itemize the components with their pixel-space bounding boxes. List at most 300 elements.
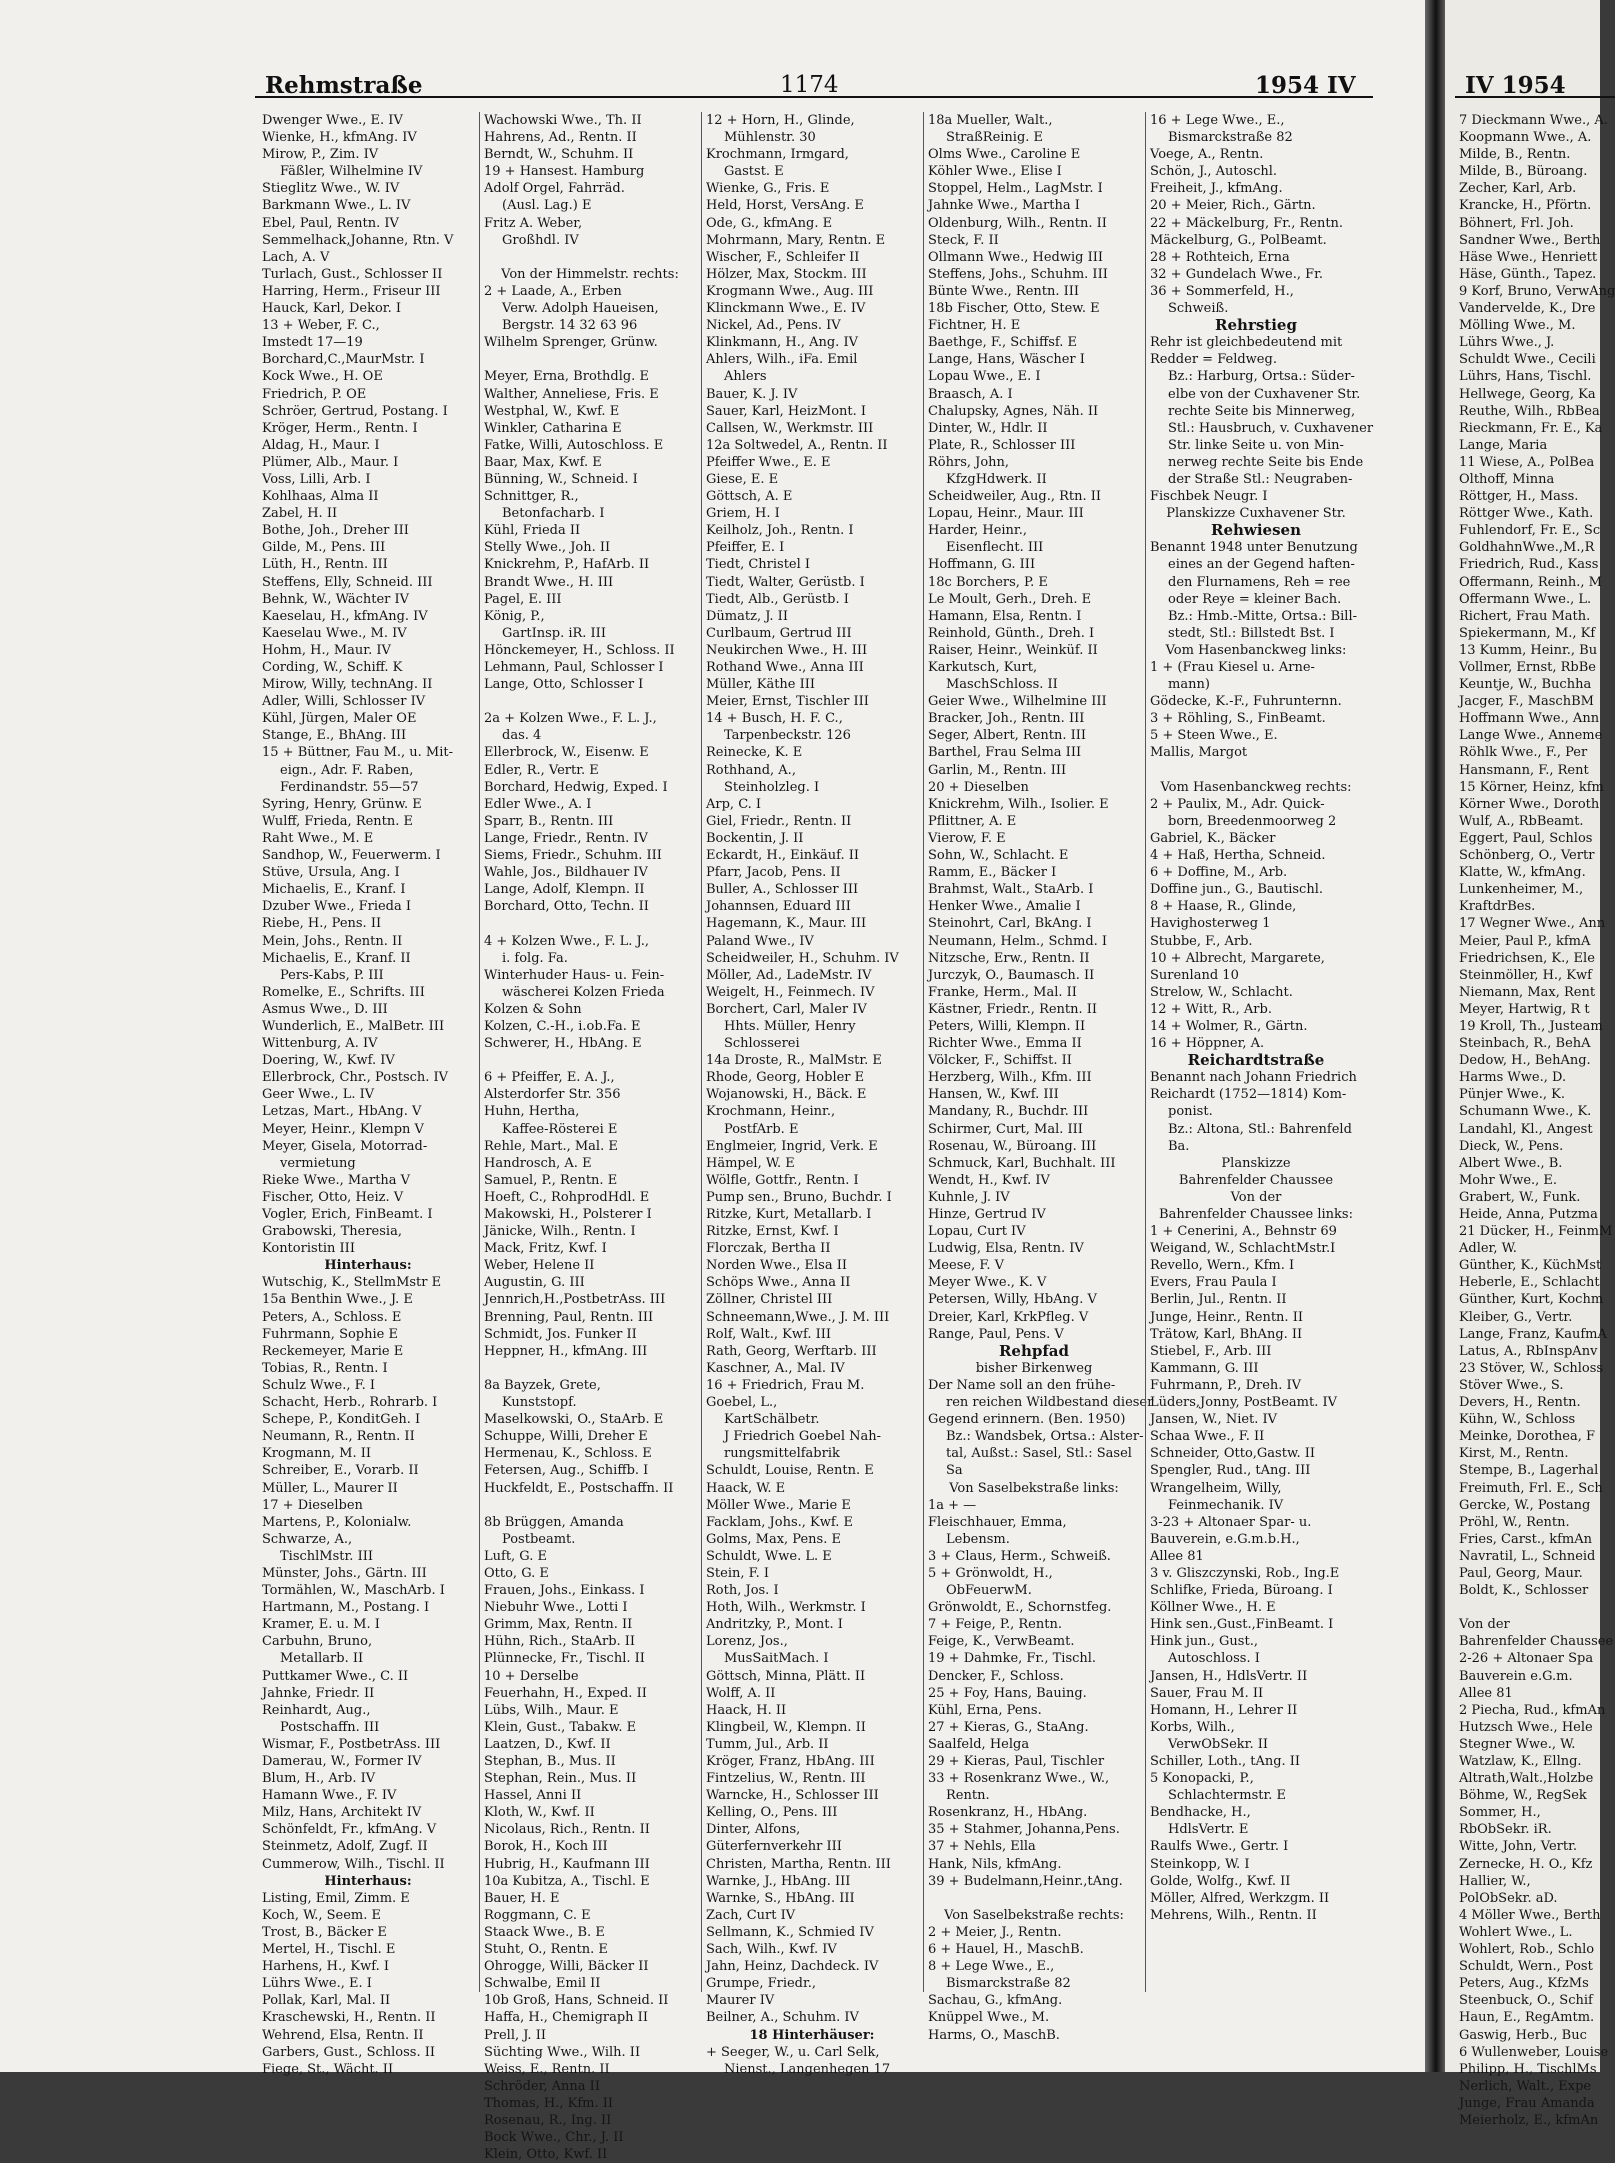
- directory-entry: Grimm, Max, Rentn. II: [484, 1617, 633, 1633]
- directory-entry: Meese, F. V: [928, 1258, 1004, 1274]
- facing-page-entry: Junge, Frau Amanda: [1459, 2095, 1595, 2111]
- directory-entry: Lach, A. V: [262, 249, 330, 265]
- facing-page-entry: Devers, H., Rentn.: [1459, 1395, 1581, 1411]
- directory-entry: 10 + Albrecht, Margarete,: [1150, 950, 1325, 966]
- directory-entry: Schepe, P., KonditGeh. I: [262, 1412, 421, 1428]
- directory-entry: Hermenau, K., Schloss. E: [484, 1446, 652, 1462]
- directory-entry: Kelling, O., Pens. III: [706, 1805, 838, 1821]
- directory-entry: Benannt nach Johann Friedrich: [1150, 1070, 1357, 1086]
- facing-page-entry: Dieck, W., Pens.: [1459, 1138, 1564, 1154]
- facing-page-entry: Schumann Wwe., K.: [1459, 1104, 1592, 1120]
- directory-entry: Roggmann, C. E: [484, 1907, 591, 1923]
- facing-page-entry: PolObSekr. aD.: [1459, 1890, 1558, 1906]
- directory-entry: Asmus Wwe., D. III: [262, 1001, 388, 1017]
- directory-entry: Surenland 10: [1150, 967, 1239, 983]
- directory-entry: König, P.,: [484, 608, 545, 624]
- directory-column-4: [928, 112, 1154, 2044]
- directory-entry: Rothhand, A.,: [706, 762, 796, 778]
- directory-entry: Thomas, H., Kfm. II: [484, 2095, 614, 2111]
- directory-entry: eines an der Gegend haften-: [1168, 557, 1355, 573]
- directory-entry: Feinmechanik. IV: [1168, 1497, 1284, 1513]
- directory-entry: Röhrs, John,: [928, 454, 1010, 470]
- directory-entry: Michaelis, E., Kranf. II: [262, 950, 411, 966]
- directory-entry: Klein, Gust., Tabakw. E: [484, 1719, 637, 1735]
- directory-entry: Le Moult, Gerh., Dreh. E: [928, 591, 1092, 607]
- facing-page-entry: Hoffmann Wwe., Ann: [1459, 711, 1600, 727]
- directory-entry: TischlMstr. III: [280, 1548, 373, 1564]
- directory-entry: Rhode, Georg, Hobler E: [706, 1070, 865, 1086]
- directory-entry: Tarpenbeckstr. 126: [724, 728, 851, 744]
- directory-entry: Steinohrt, Carl, BkAng. I: [928, 916, 1092, 932]
- directory-entry: 18c Borchers, P. E: [928, 574, 1048, 590]
- directory-entry: Schuldt, Louise, Rentn. E: [706, 1463, 874, 1479]
- directory-entry: Möller, Ad., LadeMstr. IV: [706, 967, 872, 983]
- facing-page-entry: Lange, Maria: [1459, 437, 1548, 453]
- directory-entry: Rehr ist gleichbedeutend mit: [1150, 335, 1343, 351]
- directory-entry: Westphal, W., Kwf. E: [484, 403, 620, 419]
- directory-entry: Wienke, H., kfmAng. IV: [262, 130, 417, 146]
- directory-entry: 16 + Höppner, A.: [1150, 1036, 1265, 1052]
- directory-entry: Homann, H., Lehrer II: [1150, 1702, 1298, 1718]
- directory-entry: Syring, Henry, Grünw. E: [262, 796, 422, 812]
- directory-entry: 1 + Cenerini, A., Behnstr 69: [1150, 1224, 1337, 1240]
- facing-page-entry: 19 Kroll, Th., Justeam: [1459, 1018, 1603, 1034]
- directory-entry: Bz.: Wandsbek, Ortsa.: Alster-: [946, 1429, 1144, 1445]
- directory-entry: Der Name soll an den frühe-: [928, 1377, 1116, 1393]
- directory-entry: 18a Mueller, Walt.,: [928, 113, 1053, 128]
- directory-entry: Rolf, Walt., Kwf. III: [706, 1326, 832, 1342]
- facing-page-entry: Rieckmann, Fr. E., Ka: [1459, 420, 1603, 436]
- directory-entry: Möller Wwe., Marie E: [706, 1497, 851, 1513]
- directory-entry: Fritz A. Weber,: [484, 215, 583, 231]
- directory-entry: Henker Wwe., Amalie I: [928, 899, 1081, 915]
- directory-entry: Schneemann,Wwe., J. M. III: [706, 1309, 890, 1325]
- directory-entry: Müller, Käthe III: [706, 677, 816, 693]
- directory-entry: Milz, Hans, Architekt IV: [262, 1805, 422, 1821]
- directory-entry: Str. linke Seite u. von Min-: [1168, 437, 1344, 453]
- directory-entry: Wachowski Wwe., Th. II: [484, 113, 642, 128]
- directory-entry: Sauer, Frau M. II: [1150, 1685, 1264, 1701]
- directory-entry: Vierow, F. E: [928, 830, 1006, 846]
- directory-entry: 18 Hinterhäuser:: [749, 2027, 875, 2043]
- directory-entry: Kramer, E. u. M. I: [262, 1617, 380, 1633]
- directory-entry: 19 + Dahmke, Fr., Tischl.: [928, 1651, 1097, 1667]
- directory-entry: [484, 351, 696, 368]
- book-spine: [1425, 0, 1445, 2072]
- column-divider: [923, 112, 924, 1992]
- directory-entry: Fetersen, Aug., Schiffb. I: [484, 1463, 649, 1479]
- directory-entry: Tumm, Jul., Arb. II: [706, 1736, 829, 1752]
- directory-entry: Rothand Wwe., Anna III: [706, 660, 864, 675]
- directory-entry: Schacht, Herb., Rohrarb. I: [262, 1395, 438, 1411]
- directory-entry: Hölzer, Max, Stockm. III: [706, 266, 867, 282]
- facing-page-entry: Allee 81: [1459, 1685, 1513, 1701]
- facing-page-entry: Hutzsch Wwe., Hele: [1459, 1719, 1593, 1735]
- directory-entry: Garbers, Gust., Schloss. II: [262, 2044, 435, 2060]
- directory-entry: Schneider, Otto,Gastw. II: [1150, 1446, 1316, 1462]
- directory-entry: Plümer, Alb., Maur. I: [262, 454, 399, 470]
- directory-entry: Roth, Jos. I: [706, 1583, 779, 1599]
- directory-entry: Peters, Willi, Klempn. II: [928, 1018, 1086, 1034]
- directory-entry: 16 + Friedrich, Frau M.: [706, 1377, 865, 1393]
- directory-entry: 14 + Wolmer, R., Gärtn.: [1150, 1018, 1308, 1034]
- facing-page-entry: Keuntje, W., Buchha: [1459, 677, 1592, 693]
- directory-entry: 14 + Busch, H. F. C.,: [706, 711, 843, 727]
- facing-page-entry: Nerlich, Walt., Expe: [1459, 2078, 1592, 2094]
- directory-entry: Großhdl. IV: [502, 232, 579, 248]
- directory-entry: ponist.: [1168, 1104, 1213, 1120]
- directory-entry: 29 + Kieras, Paul, Tischler: [928, 1754, 1105, 1769]
- directory-entry: Warncke, H., Schlosser III: [706, 1788, 879, 1804]
- directory-entry: Florczak, Bertha II: [706, 1241, 831, 1257]
- directory-entry: Knickrehm, Wilh., Isolier. E: [928, 796, 1109, 812]
- directory-entry: Jansen, H., HdlsVertr. II: [1150, 1668, 1308, 1684]
- directory-entry: Weigelt, H., Feinmech. IV: [706, 984, 875, 1000]
- directory-entry: Mehrens, Wilh., Rentn. II: [1150, 1907, 1317, 1923]
- directory-entry: Gastst. E: [724, 164, 784, 180]
- directory-entry: Carbuhn, Bruno,: [262, 1634, 373, 1650]
- facing-page-entry: KraftdrBes.: [1459, 899, 1536, 915]
- directory-entry: Lopau Wwe., E. I: [928, 369, 1041, 385]
- directory-entry: Stelly Wwe., Joh. II: [484, 540, 611, 556]
- facing-page-entry: Kleiber, G., Vertr.: [1459, 1309, 1573, 1325]
- directory-entry: Golms, Max, Pens. E: [706, 1531, 841, 1547]
- directory-entry: Mirow, P., Zim. IV: [262, 147, 379, 163]
- directory-entry: Scheidweiler, Aug., Rtn. II: [928, 489, 1102, 505]
- directory-entry: Sparr, B., Rentn. III: [484, 813, 614, 829]
- facing-page-entry: Lührs, Hans, Tischl.: [1459, 369, 1592, 385]
- directory-entry: Bothe, Joh., Dreher III: [262, 523, 409, 539]
- directory-entry: Klingbeil, W., Klempn. II: [706, 1719, 866, 1735]
- directory-entry: ren reichen Wildbestand dieser: [946, 1395, 1154, 1411]
- directory-entry: Bock Wwe., Chr., J. II: [484, 2130, 624, 2146]
- page-number: 1174: [780, 72, 839, 98]
- directory-entry: KfzgHdwerk. II: [946, 471, 1047, 487]
- directory-entry: Eisenflecht. III: [946, 540, 1044, 556]
- directory-entry: Lange, Hans, Wäscher I: [928, 352, 1085, 368]
- directory-entry: Letzas, Mart., HbAng. V: [262, 1104, 422, 1120]
- directory-entry: Zabel, H. II: [262, 506, 338, 522]
- directory-entry: Schuppe, Willi, Dreher E: [484, 1429, 648, 1445]
- directory-entry: Steffens, Johs., Schuhm. III: [928, 266, 1108, 282]
- directory-entry: Rosenkranz, H., HbAng.: [928, 1805, 1088, 1821]
- directory-entry: Wölfle, Gottfr., Rentn. I: [706, 1172, 859, 1188]
- directory-entry: Steck, F. II: [928, 232, 999, 248]
- directory-entry: Puttkamer Wwe., C. II: [262, 1668, 409, 1684]
- directory-entry: Ludwig, Elsa, Rentn. IV: [928, 1241, 1084, 1257]
- directory-entry: Reinhold, Günth., Dreh. I: [928, 625, 1095, 641]
- directory-entry: Schlifke, Frieda, Büroang. I: [1150, 1583, 1333, 1599]
- directory-entry: Hhts. Müller, Henry: [724, 1018, 856, 1034]
- facing-page-entry: Günther, Kurt, Kochm: [1459, 1292, 1604, 1308]
- directory-entry: Mandany, R., Buchdr. III: [928, 1104, 1089, 1120]
- directory-entry: Staack Wwe., B. E: [484, 1924, 605, 1940]
- directory-entry: Harder, Heinr.,: [928, 523, 1027, 539]
- directory-entry: Jahnke, Friedr. II: [262, 1685, 375, 1701]
- facing-page-entry: 4 Möller Wwe., Berth: [1459, 1907, 1601, 1923]
- directory-entry: Englmeier, Ingrid, Verk. E: [706, 1138, 878, 1154]
- directory-entry: Kühl, Jürgen, Maler OE: [262, 711, 417, 727]
- directory-entry: 3 v. Gliszczynski, Rob., Ing.E: [1150, 1565, 1340, 1581]
- directory-entry: born, Breedenmoorweg 2: [1168, 813, 1337, 829]
- directory-entry: Klinkmann, H., Ang. IV: [706, 335, 858, 351]
- facing-page-entry: Steinmöller, H., Kwf: [1459, 967, 1592, 983]
- directory-entry: Stephan, Rein., Mus. II: [484, 1771, 637, 1787]
- directory-entry: Hamann, Elsa, Rentn. I: [928, 608, 1082, 624]
- facing-page-entry: Körner Wwe., Doroth: [1459, 796, 1600, 812]
- directory-entry: Niebuhr Wwe., Lotti I: [484, 1600, 628, 1616]
- directory-entry: 1a + —: [928, 1497, 977, 1513]
- directory-entry: Laatzen, D., Kwf. II: [484, 1736, 611, 1752]
- directory-entry: 4 + Haß, Hertha, Schneid.: [1150, 848, 1326, 864]
- directory-entry: Krogmann Wwe., Aug. III: [706, 283, 874, 299]
- facing-page-entry: Haun, E., RegAmtm.: [1459, 2010, 1595, 2026]
- directory-entry: Lehmann, Paul, Schlosser I: [484, 660, 664, 675]
- directory-entry: Mack, Fritz, Kwf. I: [484, 1241, 607, 1257]
- directory-entry: 8a Bayzek, Grete,: [484, 1377, 601, 1393]
- directory-entry: Kästner, Friedr., Rentn. II: [928, 1001, 1098, 1017]
- directory-entry: Seger, Albert, Rentn. III: [928, 728, 1087, 744]
- directory-entry: Stüve, Ursula, Ang. I: [262, 865, 400, 881]
- directory-entry: Aldag, H., Maur. I: [262, 437, 380, 453]
- directory-entry: Blum, H., Arb. IV: [262, 1771, 376, 1787]
- directory-entry: Hank, Nils, kfmAng.: [928, 1856, 1062, 1872]
- directory-entry: Raht Wwe., M. E: [262, 830, 374, 846]
- directory-entry: Riebe, H., Pens. II: [262, 916, 382, 932]
- directory-entry: Möller, Alfred, Werkzgm. II: [1150, 1890, 1330, 1906]
- facing-page-entry: 2-26 + Altonaer Spa: [1459, 1651, 1594, 1667]
- directory-entry: 12 + Horn, H., Glinde,: [706, 113, 855, 128]
- directory-entry: Mäckelburg, G., PolBeamt.: [1150, 232, 1327, 248]
- directory-entry: Keilholz, Joh., Rentn. I: [706, 523, 854, 539]
- directory-entry: Revello, Wern., Kfm. I: [1150, 1258, 1295, 1274]
- facing-page-entry: Mohr Wwe., E.: [1459, 1172, 1558, 1188]
- directory-entry: Dümatz, J. II: [706, 608, 788, 624]
- directory-entry: Wittenburg, A. IV: [262, 1036, 378, 1052]
- directory-entry: 36 + Sommerfeld, H.,: [1150, 283, 1294, 299]
- directory-entry: Hoth, Wilh., Werkmstr. I: [706, 1600, 866, 1616]
- directory-entry: [484, 915, 696, 932]
- facing-page-entry: Altrath,Walt.,Holzbe: [1459, 1771, 1594, 1787]
- directory-entry: 10b Groß, Hans, Schneid. II: [484, 1993, 669, 2009]
- directory-entry: Wischer, F., Schleifer II: [706, 249, 860, 265]
- directory-entry: Hinterhaus:: [324, 1258, 412, 1274]
- directory-entry: Jurczyk, O., Baumasch. II: [928, 967, 1095, 983]
- facing-page-entry: Koopmann Wwe., A.: [1459, 130, 1592, 146]
- facing-page-entry: Wohlert Wwe., L.: [1459, 1924, 1573, 1940]
- directory-entry: Kunststopf.: [502, 1395, 577, 1411]
- directory-entry: Wienke, G., Fris. E: [706, 181, 830, 197]
- directory-entry: Fleischhauer, Emma,: [928, 1514, 1067, 1530]
- directory-entry: Wunderlich, E., MalBetr. III: [262, 1018, 445, 1034]
- directory-entry: Mallis, Margot: [1150, 745, 1248, 761]
- directory-entry: Edler, R., Vertr. E: [484, 762, 599, 778]
- directory-entry: Brenning, Paul, Rentn. III: [484, 1309, 654, 1325]
- directory-entry: Köllner Wwe., H. E: [1150, 1600, 1276, 1616]
- directory-entry: Koch, W., Seem. E: [262, 1907, 381, 1923]
- directory-entry: Hamann Wwe., F. IV: [262, 1788, 397, 1804]
- directory-entry: Steinkopp, W. I: [1150, 1856, 1250, 1872]
- directory-entry: Müller, L., Maurer II: [262, 1480, 398, 1496]
- directory-entry: Schröder, Anna II: [484, 2078, 600, 2094]
- directory-entry: Warnke, S., HbAng. III: [706, 1890, 855, 1906]
- directory-entry: Imstedt 17—19: [262, 335, 363, 351]
- directory-entry: 19 + Hansest. Hamburg: [484, 164, 645, 180]
- directory-entry: Steinmetz, Adolf, Zugf. II: [262, 1839, 428, 1855]
- facing-page-entry: 6 Wullenweber, Louise: [1459, 2044, 1609, 2060]
- directory-entry: Stange, E., BhAng. III: [262, 728, 407, 744]
- directory-entry: Spengler, Rud., tAng. III: [1150, 1463, 1311, 1479]
- header-rule: [255, 96, 1373, 98]
- directory-entry: Siems, Friedr., Schuhm. III: [484, 848, 662, 864]
- directory-entry: Geier Wwe., Wilhelmine III: [928, 694, 1107, 710]
- directory-entry: Bracker, Joh., Rentn. III: [928, 711, 1085, 727]
- directory-entry: Fuhrmann, P., Dreh. IV: [1150, 1377, 1302, 1393]
- directory-entry: 10a Kubitza, A., Tischl. E: [484, 1873, 650, 1889]
- directory-entry: Lebensm.: [946, 1531, 1010, 1547]
- directory-entry: GartInsp. iR. III: [502, 625, 606, 641]
- directory-entry: Ebel, Paul, Rentn. IV: [262, 215, 399, 231]
- directory-entry: Tobias, R., Rentn. I: [262, 1360, 388, 1376]
- directory-entry: Hühn, Rich., StaArb. II: [484, 1634, 636, 1650]
- directory-entry: 2a + Kolzen Wwe., F. L. J.,: [484, 711, 657, 727]
- directory-entry: Kolzen, C.-H., i.ob.Fa. E: [484, 1018, 641, 1034]
- facing-page: [1445, 0, 1615, 2128]
- directory-entry: Von der Himmelstr. rechts:: [501, 266, 679, 282]
- facing-page-entry: Niemann, Max, Rent: [1459, 984, 1596, 1000]
- directory-entry: 15 + Büttner, Fau M., u. Mit-: [262, 745, 454, 761]
- facing-page-entry: Landahl, Kl., Angest: [1459, 1121, 1593, 1137]
- directory-entry: 5 Konopacki, P.,: [1150, 1771, 1254, 1787]
- directory-entry: elbe von der Cuxhavener Str.: [1168, 386, 1361, 402]
- facing-page-entry: 15 Körner, Heinz, kfm: [1459, 779, 1604, 795]
- directory-entry: Krochmann, Heinr.,: [706, 1104, 836, 1120]
- facing-page-entry: Sommer, H.,: [1459, 1805, 1541, 1821]
- directory-entry: Bauer, K. J. IV: [706, 386, 798, 402]
- directory-entry: Sohn, W., Schlacht. E: [928, 848, 1069, 864]
- facing-page-entry: Meierholz, E., kfmAn: [1459, 2112, 1599, 2128]
- directory-entry: Lange, Adolf, Klempn. II: [484, 882, 645, 898]
- directory-entry: Heppner, H., kfmAng. III: [484, 1343, 648, 1359]
- directory-entry: 35 + Stahmer, Johanna,Pens.: [928, 1822, 1120, 1838]
- directory-entry: Dinter, W., Hdlr. II: [928, 420, 1048, 436]
- directory-entry: Saalfeld, Helga: [928, 1736, 1030, 1752]
- facing-page-entry: Meyer, Hartwig, R t: [1459, 1001, 1590, 1017]
- directory-entry: Klein, Otto, Kwf. II: [484, 2147, 608, 2163]
- directory-entry: Weigand, W., SchlachtMstr.I: [1150, 1241, 1336, 1257]
- facing-page-entry: 9 Korf, Bruno, VerwAng: [1459, 283, 1615, 299]
- directory-entry: Knickrehm, P., HafArb. II: [484, 557, 650, 573]
- directory-entry: Tiedt, Walter, Gerüstb. I: [706, 574, 865, 590]
- directory-entry: Alsterdorfer Str. 356: [484, 1087, 621, 1103]
- directory-entry: Schwerer, H., HbAng. E: [484, 1036, 642, 1052]
- directory-entry: Göttsch, A. E: [706, 489, 793, 505]
- directory-entry: 37 + Nehls, Ella: [928, 1839, 1036, 1855]
- directory-entry: Braasch, A. I: [928, 386, 1013, 402]
- directory-entry: Feuerhahn, H., Exped. II: [484, 1685, 647, 1701]
- directory-entry: [484, 1052, 696, 1069]
- directory-entry: Pfeiffer Wwe., E. E: [706, 454, 831, 470]
- directory-entry: Friedrich, P. OE: [262, 386, 367, 402]
- directory-entry: Gegend erinnern. (Ben. 1950): [928, 1412, 1126, 1428]
- directory-entry: Meyer, Heinr., Klempn V: [262, 1121, 424, 1137]
- directory-entry: 39 + Budelmann,Heinr.,tAng.: [928, 1873, 1123, 1889]
- directory-entry: Sachau, G., kfmAng.: [928, 1993, 1063, 2009]
- directory-entry: Wismar, F., PostbetrAss. III: [262, 1736, 441, 1752]
- directory-entry: Jahn, Heinz, Dachdeck. IV: [706, 1959, 879, 1975]
- facing-page-entry: Lunkenheimer, M.,: [1459, 882, 1584, 898]
- directory-entry: Pollak, Karl, Mal. II: [262, 1993, 391, 2009]
- facing-page-entry: Stegner Wwe., W.: [1459, 1736, 1576, 1752]
- directory-entry: Raulfs Wwe., Gertr. I: [1150, 1839, 1289, 1855]
- directory-entry: 13 + Weber, F. C.,: [262, 318, 380, 334]
- directory-entry: Dwenger Wwe., E. IV: [262, 113, 403, 128]
- directory-entry: Steffens, Elly, Schneid. III: [262, 574, 433, 590]
- directory-entry: Hohm, H., Maur. IV: [262, 642, 391, 658]
- facing-page-header: IV 1954: [1465, 72, 1566, 99]
- directory-entry: Weiss, E., Rentn. II: [484, 2061, 610, 2077]
- directory-entry: 17 + Dieselben: [262, 1497, 363, 1513]
- directory-entry: i. folg. Fa.: [502, 950, 568, 966]
- directory-entry: Fiege, St., Wächt. II: [262, 2061, 394, 2077]
- directory-entry: stedt, Stl.: Billstedt Bst. I: [1168, 625, 1335, 641]
- directory-entry: Schön, J., Autoschl.: [1150, 164, 1278, 180]
- directory-entry: [484, 1497, 696, 1514]
- facing-page-entry: 7 Dieckmann Wwe., A.: [1459, 113, 1608, 128]
- directory-entry: Autoschloss. I: [1168, 1651, 1260, 1667]
- directory-entry: Doering, W., Kwf. IV: [262, 1053, 395, 1069]
- street-heading: Rehmstraße: [265, 72, 423, 99]
- directory-entry: Tiedt, Christel I: [706, 557, 811, 573]
- directory-entry: Wehrend, Elsa, Rentn. II: [262, 2027, 424, 2043]
- directory-entry: Dreier, Karl, KrkPfleg. V: [928, 1309, 1089, 1325]
- directory-entry: Grönwoldt, E., Schornstfeg.: [928, 1600, 1112, 1616]
- directory-entry: Lopau, Curt IV: [928, 1224, 1026, 1240]
- directory-entry: Herzberg, Wilh., Kfm. III: [928, 1070, 1092, 1086]
- directory-entry: Evers, Frau Paula I: [1150, 1275, 1277, 1291]
- directory-entry: 4 + Kolzen Wwe., F. L. J.,: [484, 933, 650, 949]
- facing-page-entry: Hallier, W.,: [1459, 1873, 1531, 1889]
- directory-entry: Haack, H. II: [706, 1702, 787, 1718]
- directory-entry: Strelow, W., Schlacht.: [1150, 984, 1293, 1000]
- directory-entry: 6 + Doffine, M., Arb.: [1150, 865, 1288, 881]
- directory-entry: Giel, Friedr., Rentn. II: [706, 813, 852, 829]
- directory-entry: Reichardtstraße: [1187, 1051, 1325, 1070]
- directory-entry: Huhn, Hertha,: [484, 1104, 580, 1120]
- directory-entry: Ferdinandstr. 55—57: [280, 779, 419, 795]
- directory-entry: mann): [1168, 677, 1210, 693]
- facing-page-entry: Lange, Franz, KaufmA: [1459, 1326, 1607, 1342]
- directory-entry: Fischer, Otto, Heiz. V: [262, 1189, 404, 1205]
- directory-entry: Schwarze, A.,: [262, 1531, 353, 1547]
- directory-entry: Tiedt, Alb., Gerüstb. I: [706, 591, 849, 607]
- directory-entry: Schirmer, Curt, Mal. III: [928, 1121, 1083, 1137]
- directory-entry: Hassel, Anni II: [484, 1788, 582, 1804]
- directory-entry: Sach, Wilh., Kwf. IV: [706, 1942, 837, 1958]
- directory-entry: Schlosserei: [724, 1036, 800, 1052]
- directory-entry: Planskizze: [1221, 1155, 1291, 1171]
- directory-entry: Christen, Martha, Rentn. III: [706, 1856, 891, 1872]
- directory-entry: 5 + Grönwoldt, H.,: [928, 1565, 1053, 1581]
- directory-entry: Cording, W., Schiff. K: [262, 660, 403, 675]
- directory-entry: Neumann, R., Rentn. II: [262, 1429, 415, 1445]
- facing-page-entry: Navratil, L., Schneid: [1459, 1548, 1596, 1564]
- directory-entry: 5 + Steen Wwe., E.: [1150, 728, 1278, 744]
- directory-entry: Scheidweiler, H., Schuhm. IV: [706, 950, 899, 966]
- year-volume: 1954 IV: [1255, 72, 1356, 99]
- facing-page-entry: GoldhahnWwe.,M.,R: [1459, 540, 1595, 556]
- directory-entry: 3 + Röhling, S., FinBeamt.: [1150, 711, 1326, 727]
